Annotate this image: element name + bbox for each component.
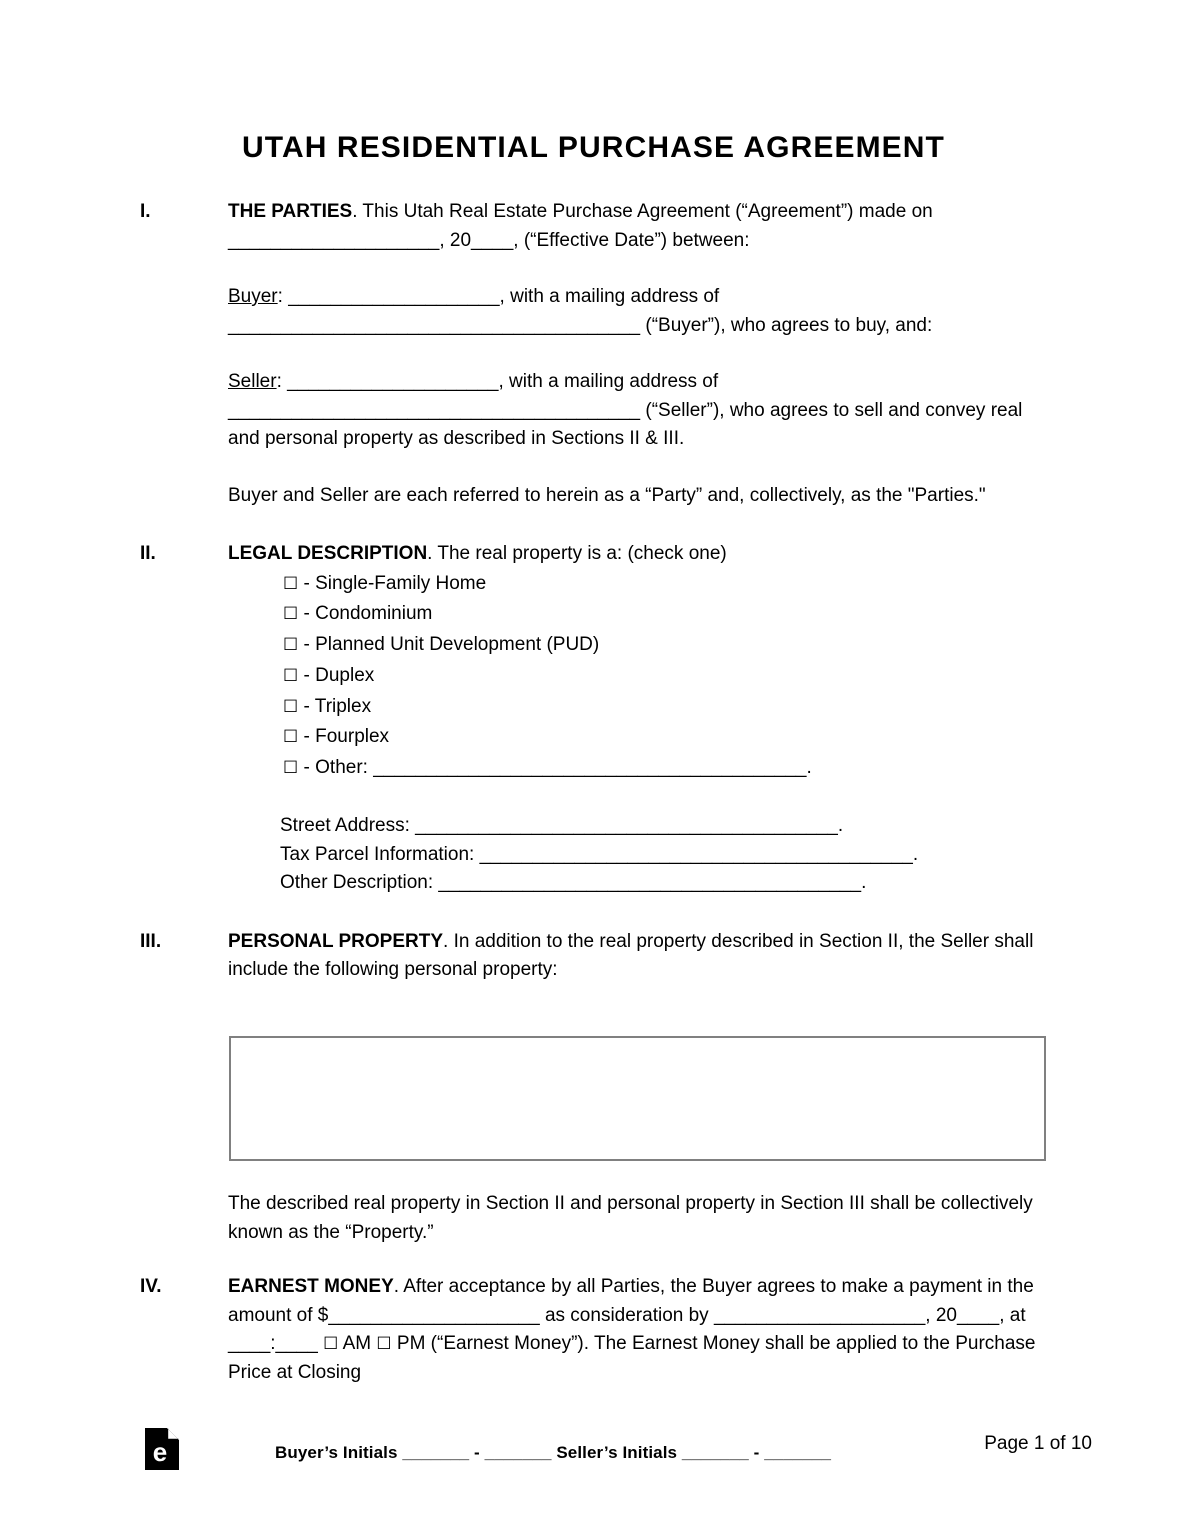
seller-label: Seller (228, 371, 277, 392)
personal-property-intro (228, 928, 1050, 985)
spacer (140, 510, 1050, 540)
checkbox-option-label: - Planned Unit Development (PUD) (303, 634, 600, 656)
property-type-checklist (228, 569, 1050, 785)
checkbox-option-fourplex[interactable] (228, 722, 1050, 753)
legal-description-intro (228, 540, 1050, 569)
spacer (228, 784, 1050, 812)
checkbox-icon[interactable]: ☐ (283, 696, 299, 717)
eforms-logo (145, 1428, 179, 1470)
section-numeral-i: I. (140, 201, 151, 222)
checkbox-option-other[interactable] (228, 753, 1050, 784)
checkbox-icon[interactable]: ☐ (283, 665, 299, 686)
checkbox-icon-pm[interactable]: ☐ (376, 1334, 392, 1354)
section-iii-intro-text: . In addition to the real property described in Section II, the Seller shall include the following personal property: (228, 930, 1034, 981)
street-address-field[interactable]: Street Address: ________________________________________. (280, 815, 844, 837)
checkbox-icon[interactable]: ☐ (283, 635, 299, 656)
section-legal-description (140, 540, 1050, 898)
parties-definition: Buyer and Seller are each referred to herein as a “Party” and, collectively, as the "Parties." (228, 484, 986, 506)
property-detail-lines (228, 812, 1050, 898)
checkbox-icon[interactable]: ☐ (283, 758, 299, 779)
tax-parcel-field[interactable]: Tax Parcel Information: _________________________________________. (280, 843, 919, 865)
am-label: AM (342, 1333, 372, 1354)
property-definition-paragraph: The described real property in Section II and personal property in Section III shall be collectively known as the “Property.” (228, 1193, 1033, 1243)
section-iv-body (228, 1273, 1050, 1387)
spacer (140, 454, 1050, 482)
checkbox-option-label: - Condominium (303, 603, 433, 625)
checkbox-option-label: - Duplex (303, 664, 375, 686)
checkbox-option-duplex[interactable] (228, 661, 1050, 692)
page-number: Page 1 of 10 (984, 1433, 1092, 1454)
spacer (140, 340, 1050, 368)
buyer-name-line: : ____________________, with a mailing address of (277, 286, 720, 307)
section-numeral-ii: II. (140, 543, 156, 564)
seller-paragraph (228, 368, 1050, 397)
checkbox-icon[interactable]: ☐ (283, 727, 299, 748)
spacer (140, 255, 1050, 283)
section-ii-body (228, 540, 1050, 898)
checkbox-option-label: - Fourplex (303, 726, 390, 748)
section-numeral-iv: IV. (140, 1276, 162, 1297)
parties-intro-paragraph (228, 198, 1050, 255)
checkbox-icon[interactable]: ☐ (283, 573, 299, 594)
svg-text:e: e (152, 1437, 168, 1467)
section-earnest-money (140, 1273, 1050, 1387)
section-iv-intro-text: . After acceptance by all Parties, the Buyer agrees to make a payment in the amount of $____________________ as consideration by ____________________, 20____, at ____:____ (228, 1276, 1034, 1354)
checkbox-icon[interactable]: ☐ (283, 604, 299, 625)
section-i-heading: THE PARTIES (228, 201, 353, 222)
seller-address-line: _______________________________________ (“Seller”), who agrees to sell and convey real and personal property as described in Sections II & III. (228, 399, 1023, 449)
other-description-field[interactable]: Other Description: ________________________________________. (280, 872, 867, 894)
section-personal-property (140, 928, 1050, 985)
checkbox-option-label: - Other: _________________________________________. (303, 757, 812, 779)
page-footer (0, 1424, 1187, 1494)
checkbox-option-label: - Triplex (303, 695, 372, 717)
section-i-intro-text: . This Utah Real Estate Purchase Agreement (“Agreement”) made on ____________________, 20____, (“Effective Date”) between: (228, 201, 933, 251)
buyer-paragraph (228, 283, 1050, 312)
earnest-money-paragraph (228, 1273, 1050, 1387)
spacer (140, 898, 1050, 928)
document-body (140, 198, 1050, 985)
checkbox-option-triplex[interactable] (228, 692, 1050, 723)
pm-label: PM (396, 1333, 426, 1354)
checkbox-option-label: - Single-Family Home (303, 572, 487, 594)
checkbox-option-single-family[interactable] (228, 569, 1050, 600)
section-ii-intro-text: . The real property is a: (check one) (427, 543, 727, 564)
section-iii-body (228, 928, 1050, 985)
personal-property-textbox[interactable] (229, 1036, 1046, 1161)
checkbox-option-condominium[interactable] (228, 599, 1050, 630)
seller-block (228, 368, 1050, 454)
section-iv-heading: EARNEST MONEY (228, 1276, 394, 1297)
initials-line[interactable]: Buyer’s Initials _______ - _______ Seller’s Initials _______ - _______ (275, 1443, 832, 1462)
section-the-parties (140, 198, 1050, 255)
section-iii-heading: PERSONAL PROPERTY (228, 930, 444, 952)
checkbox-icon-am[interactable]: ☐ (323, 1334, 339, 1354)
page-title: UTAH RESIDENTIAL PURCHASE AGREEMENT (242, 131, 945, 164)
seller-name-line: : ____________________, with a mailing address of (276, 371, 719, 392)
section-ii-heading: LEGAL DESCRIPTION (228, 543, 428, 564)
section-numeral-iii: III. (140, 930, 162, 952)
section-i-body (228, 198, 1050, 255)
buyer-block (228, 283, 1050, 340)
buyer-address-line: _______________________________________ (“Buyer”), who agrees to buy, and: (228, 314, 933, 336)
section-iv-tail-text: (“Earnest Money”). The Earnest Money shall be applied to the Purchase Price at Closing (228, 1333, 1036, 1383)
buyer-label: Buyer (228, 286, 278, 307)
checkbox-option-pud[interactable] (228, 630, 1050, 661)
